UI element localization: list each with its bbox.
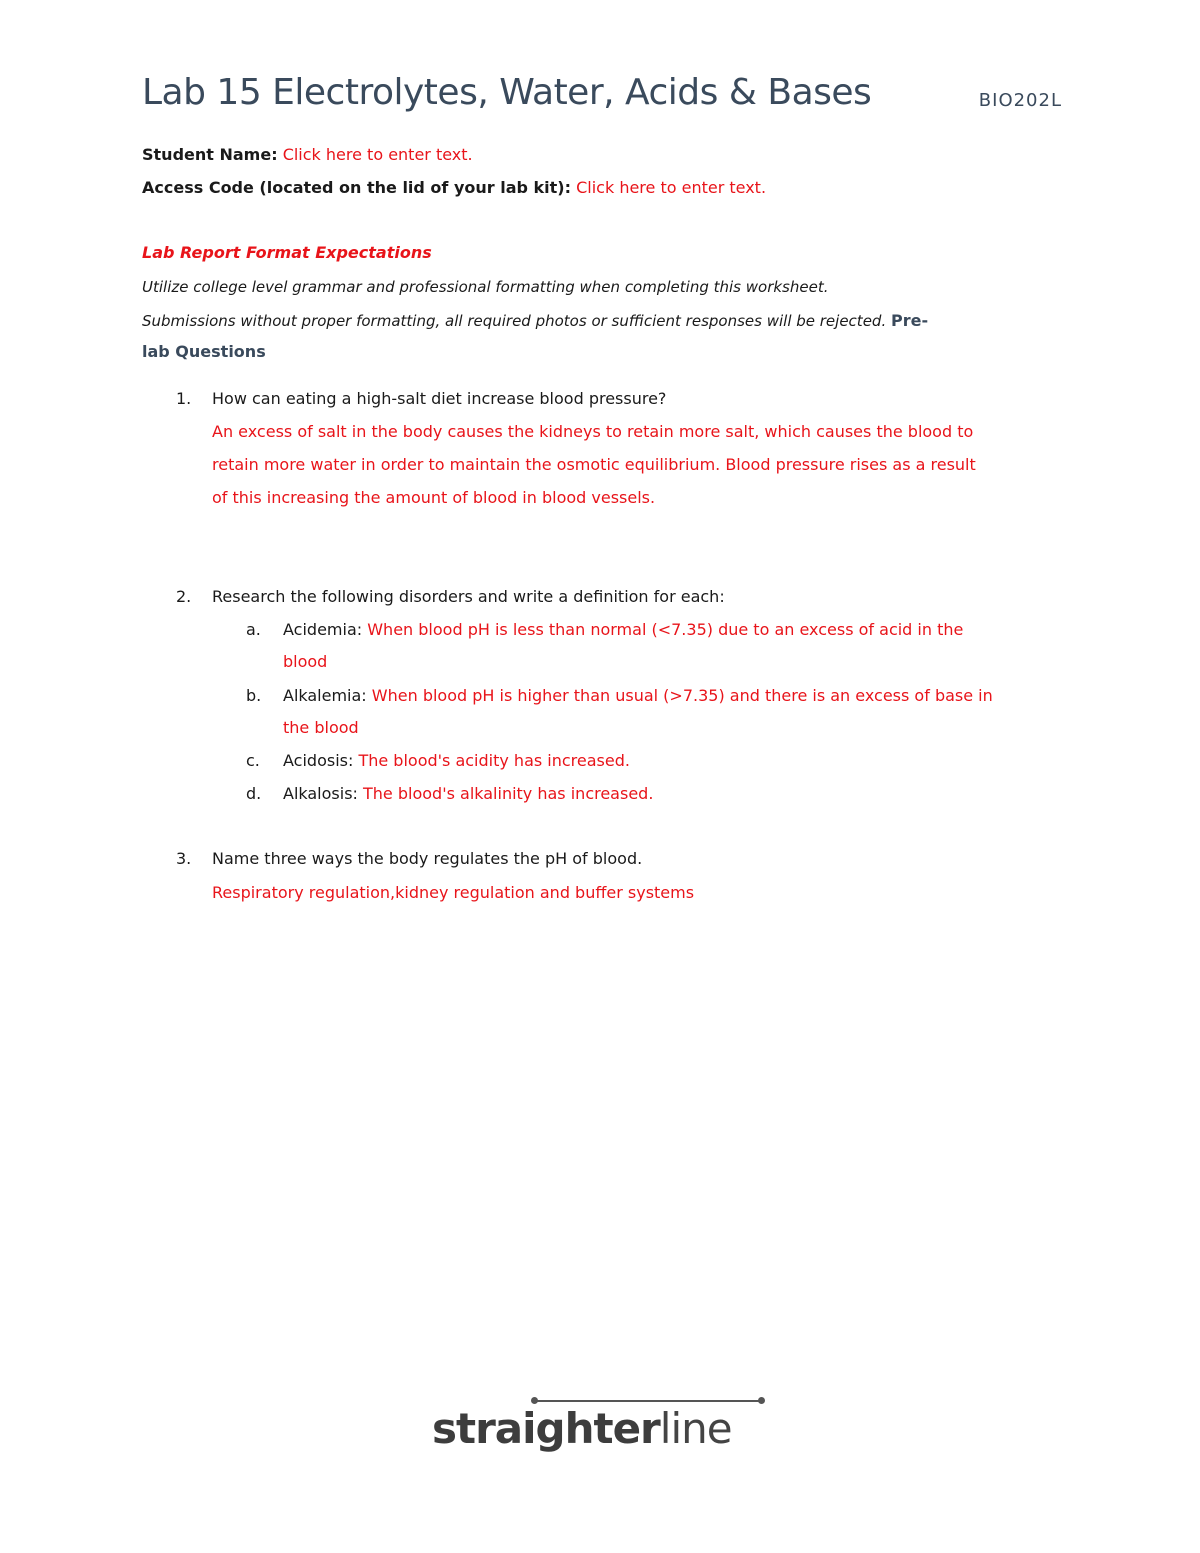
logo-rule <box>534 1400 762 1402</box>
student-name-field <box>142 145 473 164</box>
q2c-item <box>283 751 630 770</box>
document-title: Lab 15 Electrolytes, Water, Acids & Bases <box>142 72 872 113</box>
q2a-definition-cont: blood <box>283 652 328 671</box>
access-code-input[interactable]: Click here to enter text. <box>576 178 767 197</box>
q2c-letter: c. <box>246 751 260 770</box>
q2b-item <box>283 686 993 705</box>
logo-rule-dot-right <box>758 1397 765 1404</box>
q2c-definition: The blood's acidity has increased. <box>358 751 630 770</box>
straighterline-logo <box>432 1400 762 1460</box>
q2b-term: Alkalemia: <box>283 686 367 705</box>
q2d-definition: The blood's alkalinity has increased. <box>363 784 654 803</box>
q3-text: Name three ways the body regulates the pH of blood. <box>212 849 643 868</box>
q1-answer-line-3: of this increasing the amount of blood in blood vessels. <box>212 488 656 507</box>
access-code-label: Access Code (located on the lid of your lab kit): <box>142 178 572 197</box>
prelab-heading-part1: Pre- <box>891 311 929 330</box>
q2-number: 2. <box>176 587 192 606</box>
logo-text-light: line <box>659 1404 732 1453</box>
q2b-letter: b. <box>246 686 262 705</box>
prelab-heading-part2: lab Questions <box>142 342 266 361</box>
logo-rule-dot-left <box>531 1397 538 1404</box>
q2a-letter: a. <box>246 620 261 639</box>
q1-number: 1. <box>176 389 192 408</box>
q1-text: How can eating a high-salt diet increase blood pressure? <box>212 389 667 408</box>
q1-answer-line-2: retain more water in order to maintain the osmotic equilibrium. Blood pressure rises as a result <box>212 455 976 474</box>
q2d-letter: d. <box>246 784 262 803</box>
format-line-2-text: Submissions without proper formatting, all required photos or sufficient responses will be rejected. <box>142 312 887 330</box>
q2c-term: Acidosis: <box>283 751 354 770</box>
q2b-definition-cont: the blood <box>283 718 359 737</box>
q3-number: 3. <box>176 849 192 868</box>
q3-answer: Respiratory regulation,kidney regulation and buffer systems <box>212 883 695 902</box>
title-row <box>142 72 1062 122</box>
format-line-1: Utilize college level grammar and professional formatting when completing this worksheet. <box>142 278 829 296</box>
q2a-term: Acidemia: <box>283 620 363 639</box>
format-line-2 <box>142 311 928 330</box>
logo-wordmark <box>432 1404 732 1453</box>
q2d-item <box>283 784 653 803</box>
logo-text-bold: straighter <box>432 1404 660 1453</box>
q2d-term: Alkalosis: <box>283 784 358 803</box>
q1-answer-line-1: An excess of salt in the body causes the kidneys to retain more salt, which causes the blood to <box>212 422 974 441</box>
course-code: BIO202L <box>978 90 1062 111</box>
q2-text: Research the following disorders and write a definition for each: <box>212 587 725 606</box>
student-name-label: Student Name: <box>142 145 278 164</box>
q2a-definition: When blood pH is less than normal (<7.35) due to an excess of acid in the <box>367 620 964 639</box>
format-heading: Lab Report Format Expectations <box>142 243 432 262</box>
q2a-item <box>283 620 963 639</box>
access-code-field <box>142 178 766 197</box>
q2b-definition: When blood pH is higher than usual (>7.35) and there is an excess of base in <box>371 686 993 705</box>
student-name-input[interactable]: Click here to enter text. <box>282 145 473 164</box>
